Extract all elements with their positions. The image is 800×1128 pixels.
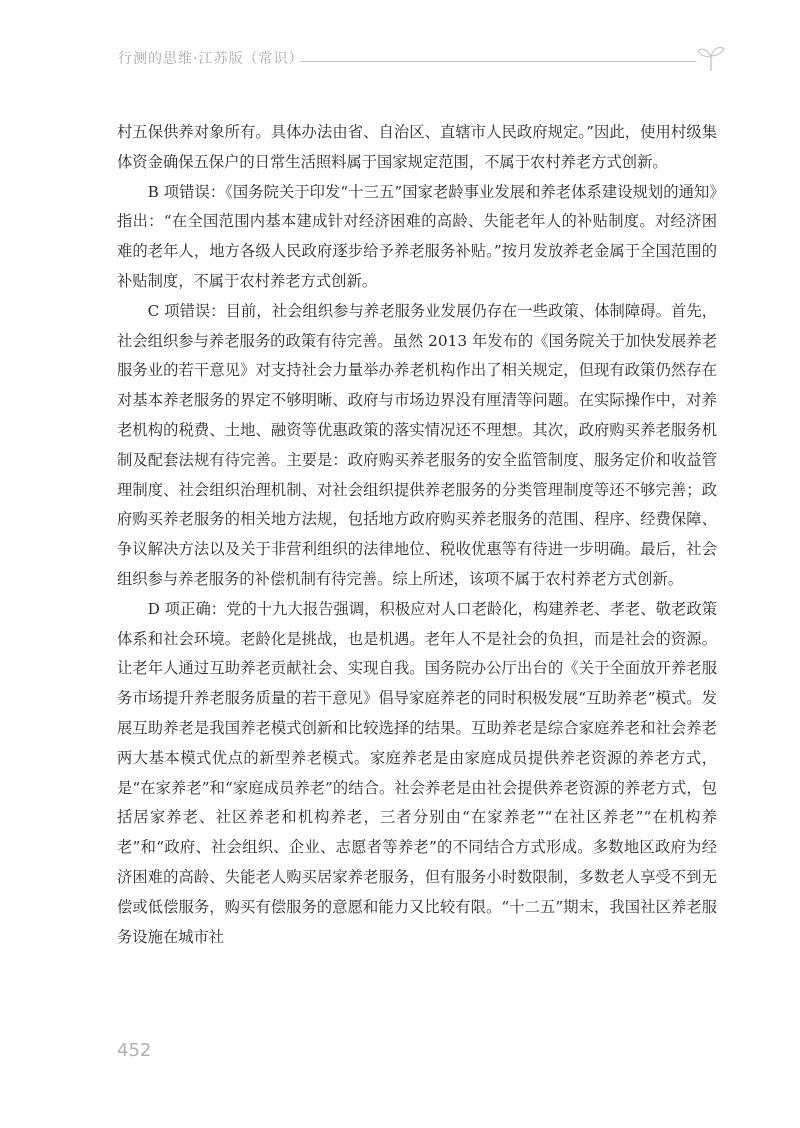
page-number: 452 <box>117 1040 152 1061</box>
paragraph-continued: 村五保供养对象所有。具体办法由省、自治区、直辖市人民政府规定。”因此，使用村级集体资金确保五保户的日常生活照料属于国家规定范围，不属于农村养老方式创新。 <box>117 123 717 171</box>
running-header <box>118 44 728 74</box>
header-divider <box>300 61 696 62</box>
paragraph-option-b: B 项错误：《国务院关于印发“十三五”国家老龄事业发展和养老体系建设规划的通知》指出：“在全国范围内基本建成针对经济困难的高龄、失能老年人的补贴制度。对经济困难的老年人，地方各级人民政府逐步给予养老服务补贴。”按月发放养老金属于全国范围的补贴制度，不属于农村养老方式创新。 <box>117 182 717 290</box>
paragraph-option-c: C 项错误：目前，社会组织参与养老服务业发展仍存在一些政策、体制障碍。首先，社会组织参与养老服务的政策有待完善。虽然 2013 年发布的《国务院关于加快发展养老服务业的若干意见》对支持社会力量举办养老机构作出了相关规定，但现有政策仍然存在对基本养老服务的界定不够明晰、政府与市场边界没有厘清等问题。在实际操作中，对养老机构的税费、土地、融资等优惠政策的落实情况还不理想。其次，政府购买养老服务机制及配套法规有待完善。主要是：政府购买养老服务的安全监管制度、服务定价和收益管理制度、社会组织治理机制、对社会组织提供养老服务的分类管理制度等还不够完善；政府购买养老服务的相关地方法规，包括地方政府购买养老服务的范围、程序、经费保障、争议解决方法以及关于非营利组织的法律地位、税收优惠等有待进一步明确。最后，社会组织参与养老服务的补偿机制有待完善。综上所述，该项不属于农村养老方式创新。 <box>117 301 717 588</box>
page-body <box>117 118 717 952</box>
running-header-title: 行测的思维·江苏版（常识） <box>118 51 304 67</box>
sprout-icon <box>696 44 726 72</box>
paragraph-option-d: D 项正确：党的十九大报告强调，积极应对人口老龄化，构建养老、孝老、敬老政策体系和社会环境。老龄化是挑战，也是机遇。老年人不是社会的负担，而是社会的资源。让老年人通过互助养老贡献社会、实现自我。国务院办公厅出台的《关于全面放开养老服务市场提升养老服务质量的若干意见》倡导家庭养老的同时积极发展“互助养老”模式。发展互助养老是我国养老模式创新和比较选择的结果。互助养老是综合家庭养老和社会养老两大基本模式优点的新型养老模式。家庭养老是由家庭成员提供养老资源的养老方式，是“在家养老”和“家庭成员养老”的结合。社会养老是由社会提供养老资源的养老方式，包括居家养老、社区养老和机构养老，三者分别由“在家养老”“在社区养老”“在机构养老”和“政府、社会组织、企业、志愿者等养老”的不同结合方式形成。多数地区政府为经济困难的高龄、失能老人购买居家养老服务，但有服务小时数限制，多数老人享受不到无偿或低偿服务，购买有偿服务的意愿和能力又比较有限。“十二五”期末，我国社区养老服务设施在城市社 <box>117 599 717 946</box>
